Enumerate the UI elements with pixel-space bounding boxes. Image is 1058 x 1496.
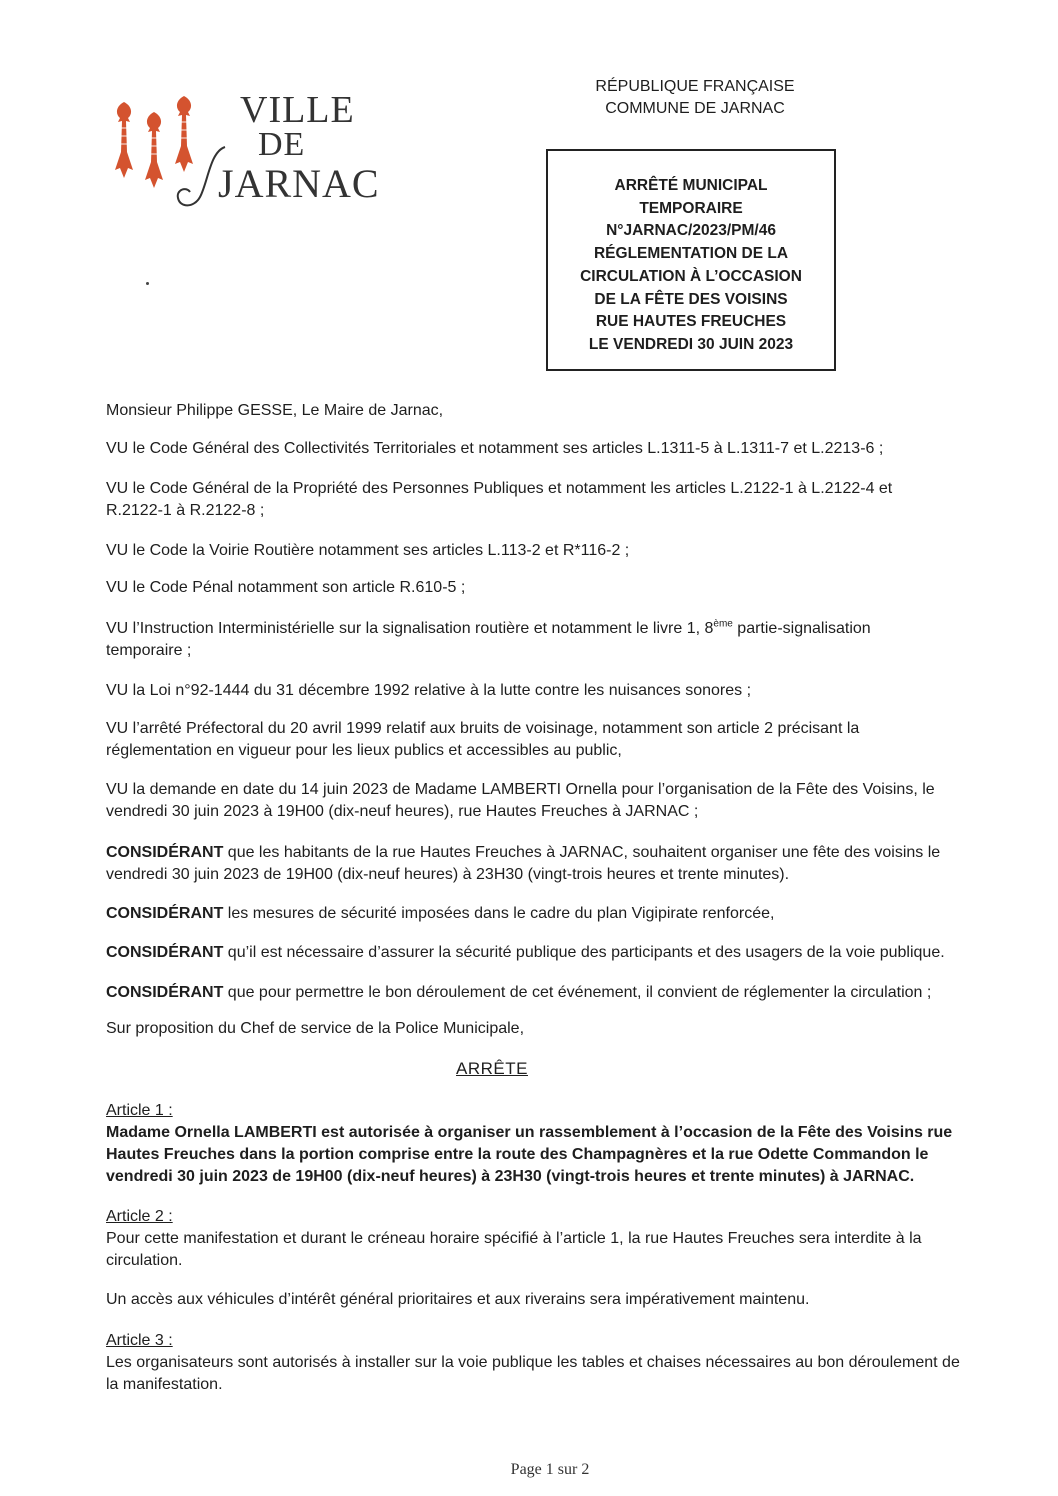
considerant-label: CONSIDÉRANT	[106, 844, 224, 861]
article-2-text-2: Un accès aux véhicules d’intérêt général prioritaires et aux riverains sera impérativement maintenu.	[106, 1291, 810, 1308]
vu-label: VU	[106, 440, 129, 457]
title-line: DE LA FÊTE DES VOISINS	[594, 290, 788, 308]
republic-line: RÉPUBLIQUE FRANÇAISE	[595, 78, 795, 95]
considerant-paragraph	[106, 842, 966, 886]
title-line: RUE HAUTES FREUCHES	[595, 313, 787, 331]
considerant-label: CONSIDÉRANT	[106, 905, 224, 922]
article-2-text: Pour cette manifestation et durant le créneau horaire spécifié à l’article 1, la rue Hautes Freuches sera interdite à la circulation.	[106, 1230, 922, 1269]
vu-paragraph	[106, 478, 916, 522]
considerant-paragraph	[106, 942, 966, 964]
proposition-paragraph: Sur proposition du Chef de service de la Police Municipale,	[106, 1020, 525, 1037]
republic-header	[560, 76, 830, 120]
superscript: ème	[713, 618, 733, 630]
vu-paragraph	[106, 438, 966, 460]
vu-paragraph	[106, 577, 966, 599]
vu-paragraph	[106, 680, 966, 702]
considerant-text: les mesures de sécurité imposées dans le cadre du plan Vigipirate renforcée,	[223, 905, 775, 922]
logo-line-de: DE	[258, 126, 306, 163]
title-line: N°JARNAC/2023/PM/46	[606, 222, 776, 240]
vu-label: VU	[106, 720, 129, 737]
vu-paragraph	[106, 540, 966, 562]
vu-text: partie-signalisation temporaire ;	[106, 620, 871, 659]
vu-label: VU	[106, 620, 129, 637]
article-1-text: Madame Ornella LAMBERTI est autorisée à organiser un rassemblement à l’occasion de la Fête des Voisins rue Hautes Freuches dans la portion comprise entre la route des Champagnères et la rue Odette Commandon le vendredi 30 juin 2023 de 19H00 (dix-neuf heures) à 23H30 (vingt-trois heures et trente minutes) à JARNAC.	[106, 1124, 953, 1185]
considerant-label: CONSIDÉRANT	[106, 984, 224, 1001]
considerant-paragraph	[106, 982, 966, 1004]
title-line: LE VENDREDI 30 JUIN 2023	[588, 335, 794, 353]
title-line: ARRÊTÉ MUNICIPAL	[614, 177, 768, 194]
article-3-text: Les organisateurs sont autorisés à installer sur la voie publique les tables et chaises nécessaires au bon déroulement de la manifestation.	[106, 1354, 960, 1393]
title-line: CIRCULATION À L’OCCASION	[580, 267, 802, 285]
title-line: TEMPORAIRE	[639, 199, 743, 217]
arrete-heading: ARRÊTE	[456, 1059, 528, 1078]
commune-line: COMMUNE DE JARNAC	[605, 100, 785, 117]
article-2-title: Article 2 :	[106, 1208, 173, 1225]
vu-label: VU	[106, 579, 129, 596]
intro-paragraph: Monsieur Philippe GESSE, Le Maire de Jarnac,	[106, 402, 444, 419]
considerant-paragraph	[106, 903, 966, 925]
vu-paragraph	[106, 779, 956, 823]
vu-label: VU	[106, 542, 129, 559]
vu-text: la Loi n°92-1444 du 31 décembre 1992 relative à la lutte contre les nuisances sonores ;	[128, 682, 752, 699]
logo-line-ville: VILLE	[240, 89, 355, 131]
stray-dot	[146, 282, 149, 285]
logo-line-jarnac: JARNAC	[218, 161, 380, 206]
vu-text: le Code Général de la Propriété des Personnes Publiques et notamment les articles L.2122-1 à L.2122-4 et R.2122-1 à R.2122-8 ;	[106, 480, 893, 519]
article-3-title: Article 3 :	[106, 1332, 173, 1349]
decree-title-box	[546, 149, 836, 371]
vu-text: le Code Pénal notamment son article R.610-5 ;	[128, 579, 466, 596]
vu-paragraph	[106, 618, 896, 662]
title-line: RÉGLEMENTATION DE LA	[593, 245, 789, 263]
vu-text: l’Instruction Interministérielle sur la signalisation routière et notamment le livre 1, 8	[128, 620, 714, 637]
considerant-text: que pour permettre le bon déroulement de cet événement, il convient de réglementer la circulation ;	[223, 984, 932, 1001]
vu-label: VU	[106, 682, 129, 699]
vu-label: VU	[106, 781, 129, 798]
vu-text: le Code Général des Collectivités Territoriales et notamment ses articles L.1311-5 à L.1311-7 et L.2213-6 ;	[128, 440, 884, 457]
considerant-text: qu’il est nécessaire d’assurer la sécurité publique des participants et des usagers de la voie publique.	[223, 944, 945, 961]
vu-paragraph	[106, 718, 886, 762]
considerant-text: que les habitants de la rue Hautes Freuches à JARNAC, souhaitent organiser une fête des voisins le vendredi 30 juin 2023 de 19H00 (dix-neuf heures) à 23H30 (vingt-trois heures et trente minutes).	[106, 844, 941, 883]
vu-text: l’arrêté Préfectoral du 20 avril 1999 relatif aux bruits de voisinage, notamment son article 2 précisant la réglementation en vigueur pour les lieux publics et accessibles au public,	[106, 720, 860, 759]
vu-text: le Code la Voirie Routière notamment ses articles L.113-2 et R*116-2 ;	[128, 542, 630, 559]
vu-text: la demande en date du 14 juin 2023 de Madame LAMBERTI Ornella pour l’organisation de la Fête des Voisins, le vendredi 30 juin 2023 à 19H00 (dix-neuf heures), rue Hautes Freuches à JARNAC ;	[106, 781, 935, 820]
article-1-title: Article 1 :	[106, 1102, 173, 1119]
page-number: Page 1 sur 2	[510, 1461, 590, 1478]
considerant-label: CONSIDÉRANT	[106, 944, 224, 961]
jarnac-logo	[110, 82, 390, 232]
vu-label: VU	[106, 480, 129, 497]
